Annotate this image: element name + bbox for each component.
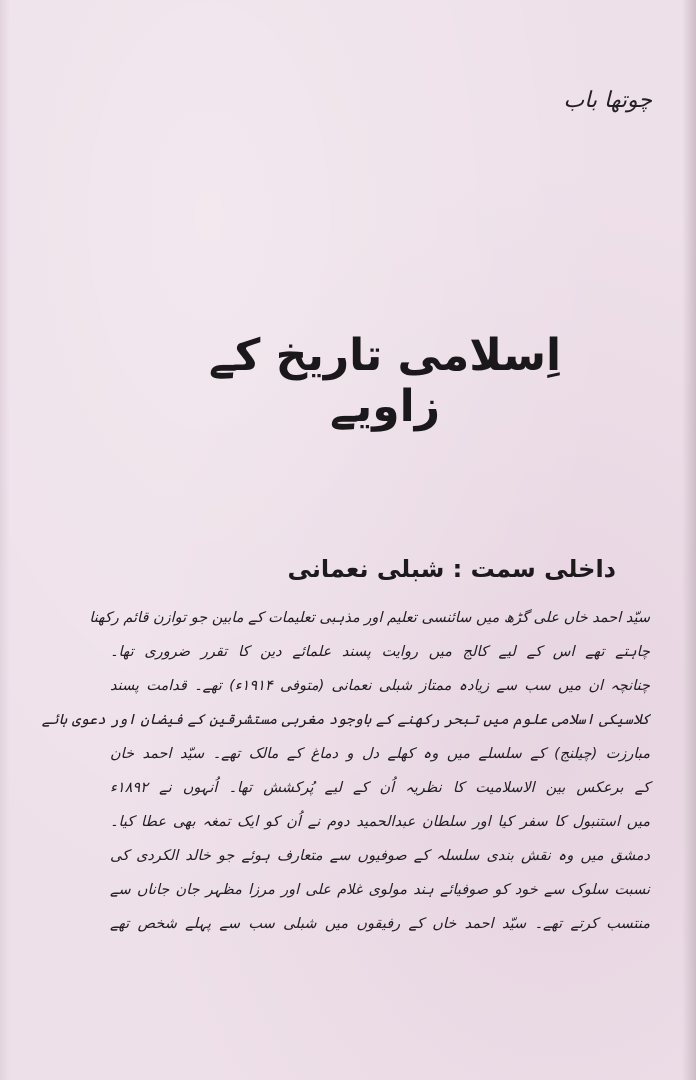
- section-heading: داخلی سمت : شبلی نعمانی: [287, 555, 616, 583]
- body-line: کلاسیکی اسلامی علوم میں تبحر رکھنے کے باوجود مغربی مستشرقین کے فیضان اور دعوی ہائے: [41, 712, 650, 728]
- body-line: مبارزت (چیلنج) کے سلسلے میں وہ کھلے دل و دماغ کے مالک تھے۔ سیّد احمد خان: [110, 746, 650, 762]
- body-line: میں استنبول کا سفر کیا اور سلطان عبدالحمید دوم نے اُن کو ایک تمغہ بھی عطا کیا۔: [110, 814, 650, 830]
- page-right-edge-shadow: [682, 0, 696, 1080]
- body-text: [41, 601, 650, 941]
- body-line: نسبت سلوک سے خود کو صوفیائے ہند مولوی غلام علی اور مرزا مظہر جان جاناں سے: [110, 882, 650, 898]
- body-line: سیّد احمد خاں علی گڑھ میں سائنسی تعلیم اور مذہبی تعلیمات کے مابین جو توازن قائم رکھنا: [89, 610, 650, 626]
- chapter-label: چوتھا باب: [563, 88, 652, 113]
- page-left-edge-shadow: [0, 0, 10, 1080]
- body-line: کے برعکس بین الاسلامیت کا نظریہ اُن کے لیے پُرکشش تھا۔ اُنہوں نے ۱۸۹۲ء: [110, 780, 650, 796]
- body-line: چاہتے تھے اس کے لیے کالج میں روایت پسند علمائے دین کا تقرر ضروری تھا۔: [110, 644, 650, 660]
- body-line: دمشق میں وہ نقش بندی سلسلہ کے صوفیوں سے متعارف ہوئے جو خالد الکردی کی: [110, 848, 650, 864]
- body-line: منتسب کرتے تھے۔ سیّد احمد خاں کے رفیقوں میں شبلی سب سے پہلے شخص تھے: [110, 916, 650, 932]
- body-line: چنانچہ ان میں سب سے زیادہ ممتاز شبلی نعمانی (متوفی ۱۹۱۴ء) تھے۔ قدامت پسند: [110, 678, 650, 694]
- page-title: اِسلامی تاریخ کے زاویے: [208, 330, 562, 432]
